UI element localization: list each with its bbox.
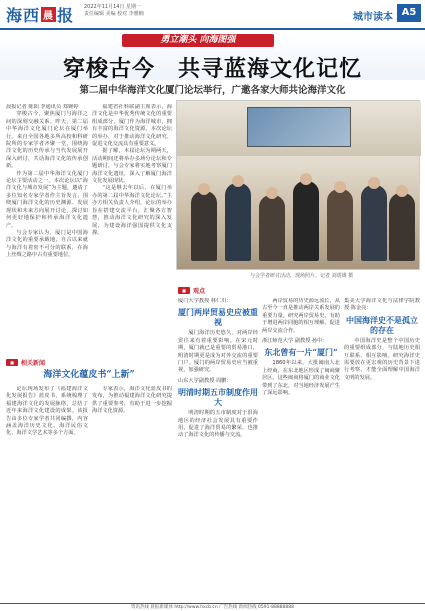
masthead — [0, 0, 425, 30]
article-column-2 — [92, 104, 172, 352]
byline: 晨报记者 陈阳 李通讯员 郑婉婷 — [6, 104, 79, 110]
issue-info: 2022年11月14日 星期一 责任编辑 美编 校对 李雅楠 — [84, 4, 144, 17]
paragraph: 穿梭古今，聚焦厦门与海洋之间的深刻交融关系。昨天，第二届中华海洋文化厦门论坛在厦门举行。来自全国各地多所高校和科研院所的专家学者齐聚一堂，围绕海洋文化的历史传承与当代发展展开深入研讨，共话海洋文化的传承创新。 — [6, 111, 88, 170]
viewpoint-heading: 厦门两岸贸易史应被重视 — [178, 307, 258, 328]
paragraph: 据了解，本届论坛为期两天，活动期间还将举办多场分论坛和专题研讨，与会专家将实地考察厦门海洋文化遗址，深入了解厦门海洋文化发展现状。 — [92, 148, 172, 185]
paragraph: 两岸贸易的历史源远流长，从古至今一直是推动两岸关系发展的重要力量。研究两岸贸易史，有助于增进两岸同胞的相互理解，促进两岸交流合作。 — [262, 298, 340, 334]
slogan-ribbon: 勇立潮头 向海图强 — [122, 34, 274, 47]
photo-caption: 与会学者研讨活动，现场照片。记者 刘震雄 摄 — [250, 273, 354, 279]
section-heading: 海洋文化蕴皮书“上新” — [43, 370, 135, 380]
label-marker: ■ — [6, 359, 18, 366]
speaker: 山东大学副教授 周鹏： — [178, 377, 232, 384]
page-number: A5 — [397, 4, 421, 22]
paragraph: 1860年以来，大批闽南人北上经商，在东北地区形成了闽商聚居区。这些闽商将厦门的商业文化带到了东北，对当地经济发展产生了深远影响。 — [262, 360, 340, 397]
article-column-1 — [6, 104, 88, 352]
section-name: 城市读本 — [353, 12, 393, 23]
forum-photo — [176, 100, 420, 270]
speaker: 厦门大学教授 林仁川： — [178, 298, 232, 304]
sub-headline: 第二届中华海洋文化厦门论坛举行，广邀各家大师共论海洋文化 — [79, 85, 346, 96]
page-footer: 资讯热线 晨报新媒体 http://www.hxcb.cn 广告热线 新闻热线 0591-88888888 — [0, 603, 425, 611]
logo-seal: 晨 — [41, 7, 56, 22]
paragraph: 中国海洋史是整个中国历史的重要组成部分，与陆地历史相互联系、相互影响。研究海洋史需要放在更宏观的历史背景下进行考察，才能全面理解中国海洋文明的发展。 — [344, 337, 420, 381]
speaker: 浙江师范大学 副教授 孙中： — [262, 338, 328, 345]
paragraph: 明清时期的五市制度对于沿海地区的经济社会发展具有重要作用，促进了海洋贸易的繁荣，也推动了海洋文化的传播与交流。 — [178, 410, 258, 439]
label-marker: ■ — [178, 287, 190, 294]
paragraph: 论坛现场发布了《福建海洋文化发展报告》蓝皮书，系统梳理了福建海洋文化的发展脉络，总结了近年来海洋文化建设的成果。该报告由多位专家学者共同编撰，内容涵盖海洋历史文化、海洋民俗文化、海洋文学艺术等多个方面。 — [6, 386, 88, 437]
main-headline: 穿梭古今 共寻蓝海文化记忆 — [62, 56, 362, 82]
paragraph: 作为第二届中华海洋文化厦门论坛主要活动之一，本次论坛以“海洋文化与城市发展”为主题，邀请了多位知名专家学者作主旨发言，围绕厦门海洋文化的历史渊源、发展现状和未来方向展开讨论，探讨如何更好地保护和传承海洋文化遗产。 — [6, 170, 88, 229]
viewpoint-column-1 — [178, 298, 258, 600]
related-column-1 — [6, 386, 88, 600]
viewpoint-label: ■ 观点 — [178, 286, 205, 295]
viewpoint-heading: 中国海洋史不是孤立的存在 — [346, 314, 418, 335]
newspaper-logo: 海西 晨 报 — [6, 6, 75, 25]
paragraph: “这是继去年以后，在厦门举办的第二届中华海洋文化论坛。”主办方相关负责人介绍，论坛的举办旨在搭建交流平台，汇聚各方智慧，推动海洋文化研究的深入发展，为建设海洋强国提供文化支撑。 — [92, 185, 172, 236]
viewpoint-column-2 — [262, 298, 340, 600]
paragraph: 专家表示，海洋文化蓝皮书的发布，为推动福建海洋文化研究提供了重要参考，有助于进一步挖掘海洋文化资源。 — [92, 386, 172, 415]
viewpoint-heading: 明清时期五市制度作用大 — [178, 387, 258, 408]
viewpoint-heading: 东北曾有一片“厦门” — [264, 347, 338, 358]
paragraph: 福建省社科联副主席表示，海洋文化是中华优秀传统文化的重要组成部分，厦门作为海洋城市，拥有丰富的海洋文化资源。本次论坛的举办，对于推动海洋文化研究、促进文化交流具有重要意义。 — [92, 104, 172, 148]
paragraph: 厦门海洋历史悠久，对两岸经贸往来有着重要影响。在宋元时期，厦门就已是重要的贸易港口，明清时期更是成为对外交流的重要门户。厦门的两岸贸易史应当被重视，加强研究。 — [178, 330, 258, 374]
related-news-label: ■ 相关新闻 — [6, 358, 45, 367]
paragraph: 与会专家认为，厦门是中国海洋文化的重要承载地，自古以来就与海洋有着密不可分的联系，在海上丝绸之路中占有重要地位。 — [6, 229, 88, 259]
related-column-2 — [92, 386, 172, 600]
projection-screen — [247, 107, 351, 147]
viewpoint-column-3 — [344, 298, 420, 600]
speaker: 集美大学海洋文化与法律学院教授 陈金亮： — [344, 298, 420, 312]
headline-banner — [0, 32, 425, 80]
